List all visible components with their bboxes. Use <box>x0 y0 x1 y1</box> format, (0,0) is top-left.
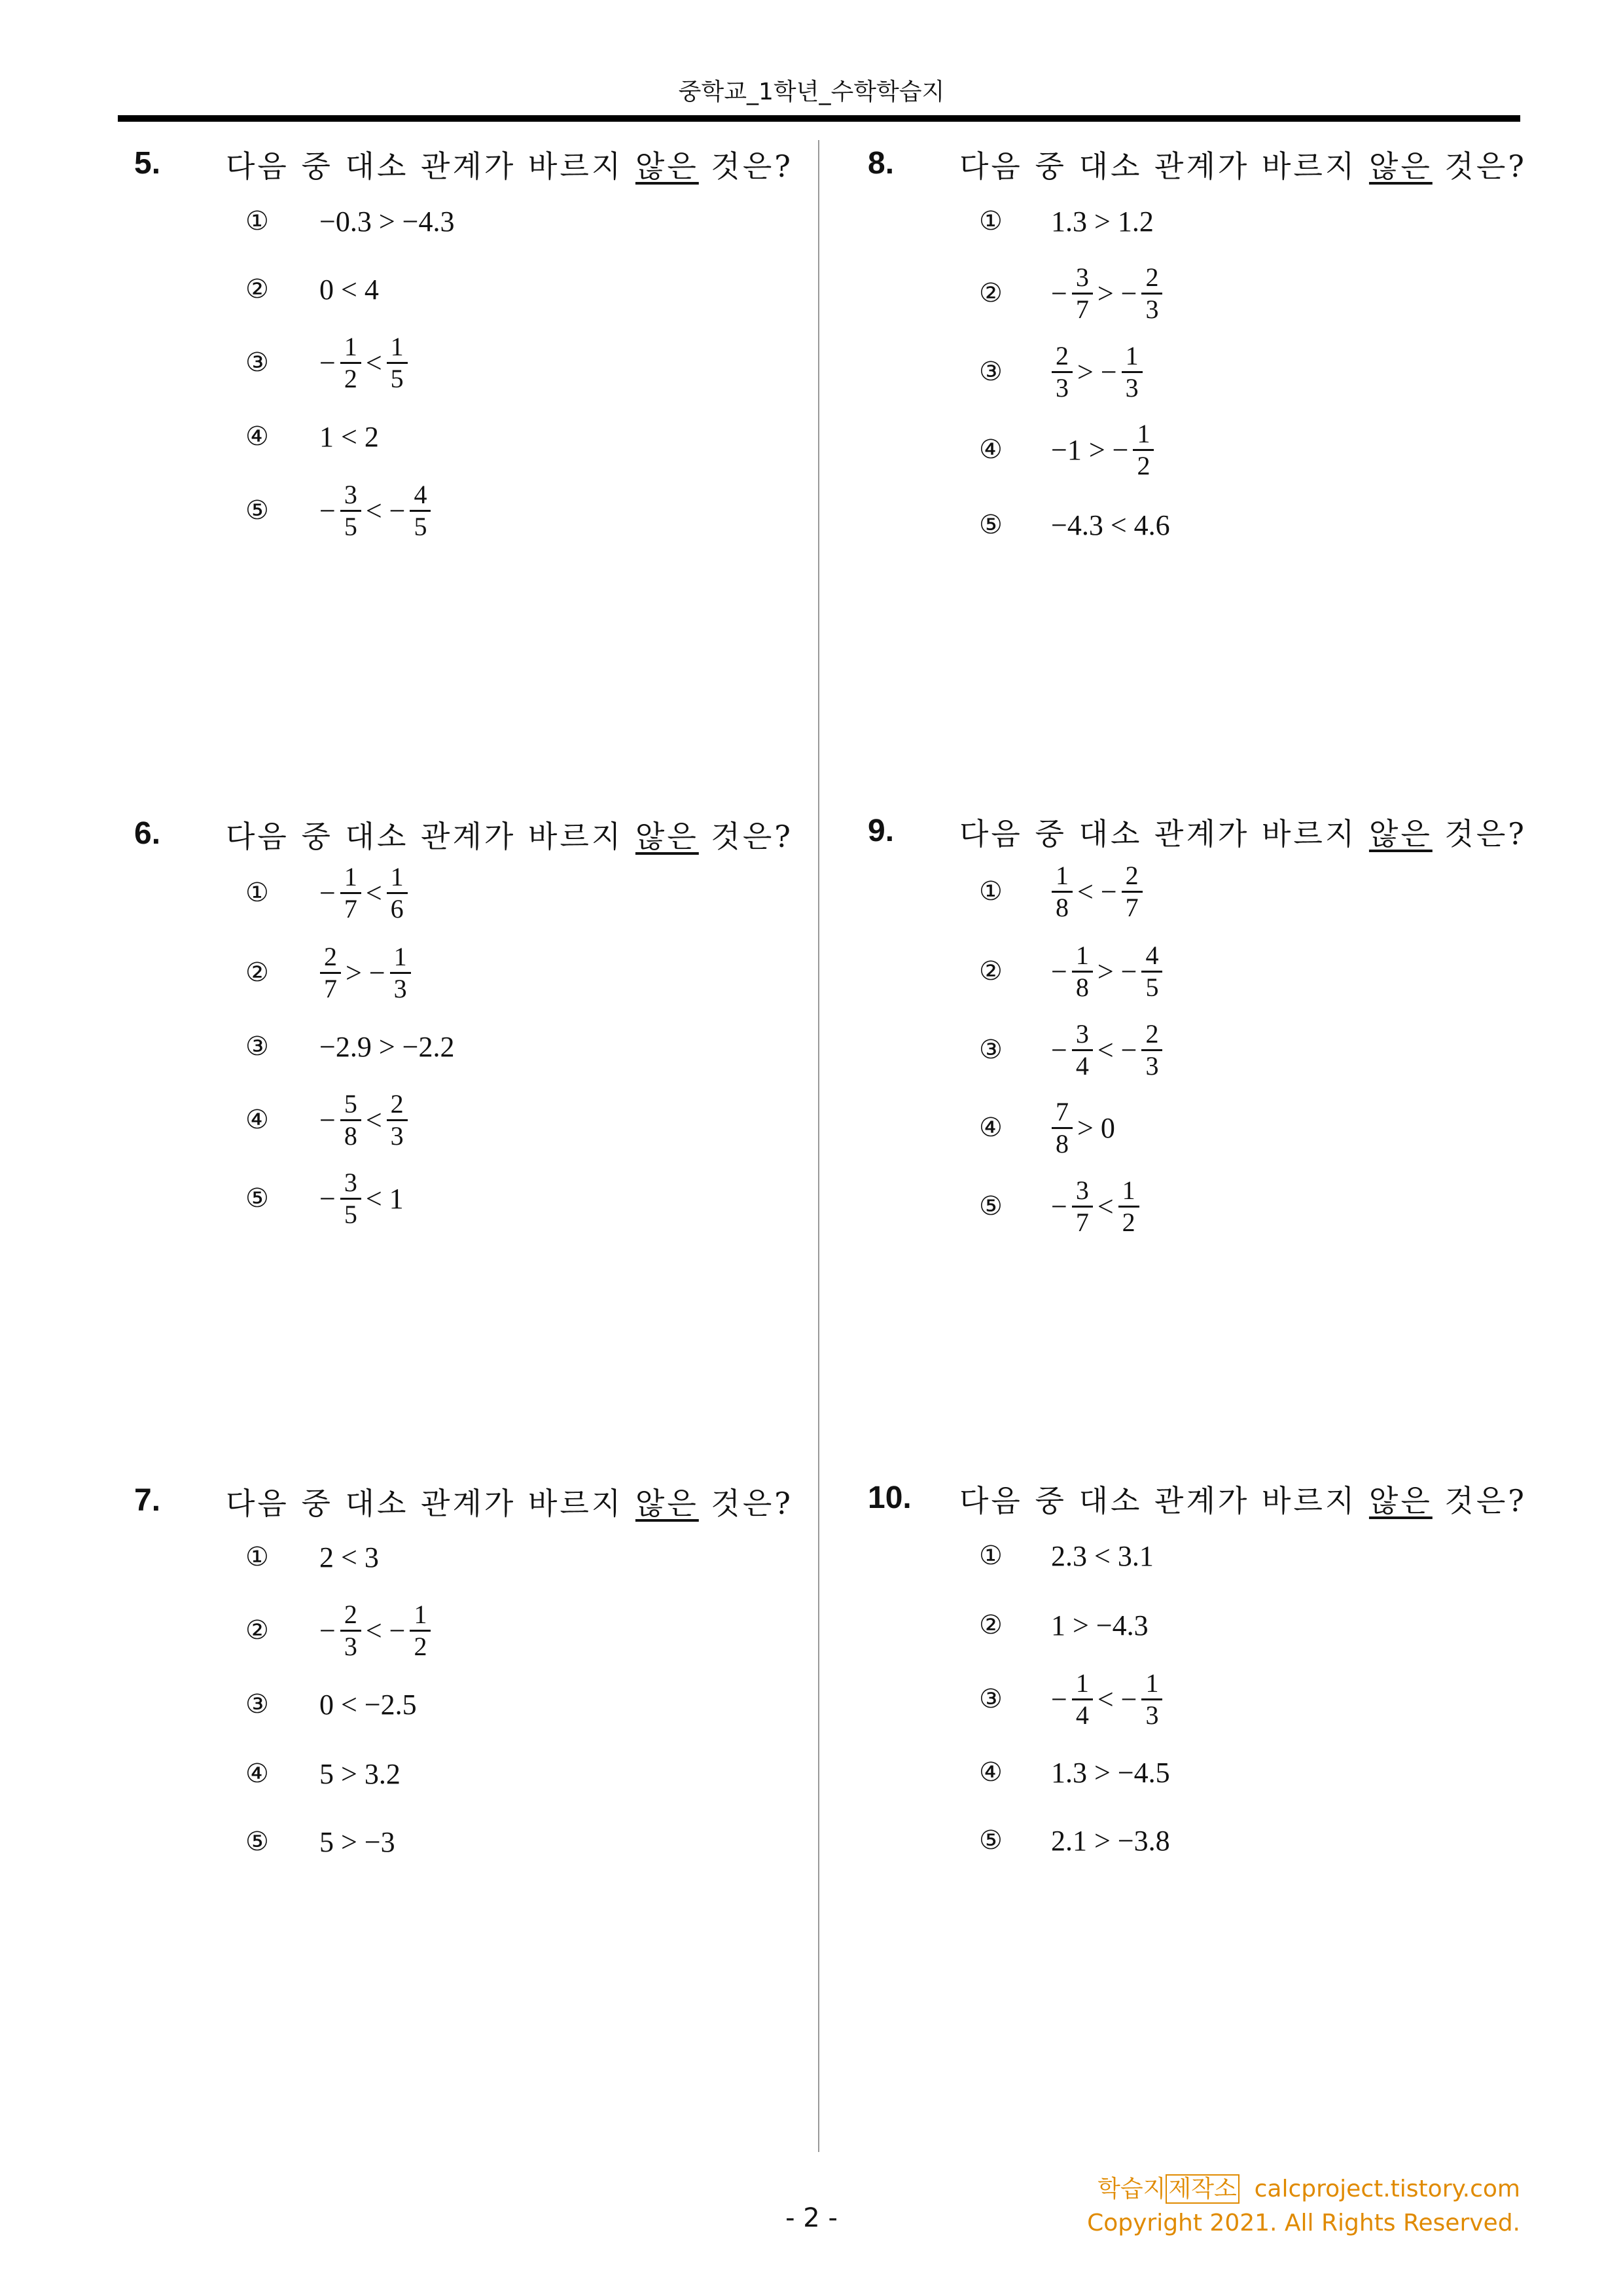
question-text-after: 것은? <box>1432 1483 1527 1518</box>
expression-token: > − <box>1077 355 1117 388</box>
answer-choice-5[interactable] <box>0 479 1170 571</box>
fraction-denominator: 7 <box>1125 892 1139 922</box>
choice-expression <box>1049 419 1156 481</box>
question-text-before: 다음 중 대소 관계가 바르지 <box>959 816 1369 852</box>
fraction-numerator: 1 <box>1072 941 1093 973</box>
fraction <box>1072 941 1093 1003</box>
fraction-denominator: 4 <box>1075 1050 1089 1081</box>
question-text-after: 것은? <box>1432 816 1527 852</box>
question-text-after: 것은? <box>1432 149 1527 184</box>
expression-token: 1 > −4.3 <box>1051 1609 1149 1641</box>
expression-token: > 0 <box>1077 1111 1115 1144</box>
expression-token: 5 > −3 <box>319 1825 395 1858</box>
fraction-denominator: 7 <box>324 973 337 1003</box>
expression-token: − <box>1051 1190 1067 1223</box>
answer-choice-5[interactable] <box>0 1160 1135 1252</box>
choice-expression <box>1049 1609 1150 1642</box>
choice-expression <box>1049 1175 1142 1238</box>
expression-token: − <box>319 1614 336 1647</box>
choice-expression <box>1049 509 1172 542</box>
fraction-numerator: 3 <box>1072 1175 1093 1208</box>
fraction <box>1072 1019 1093 1081</box>
fraction-denominator: 3 <box>1056 372 1069 403</box>
expression-token: < − <box>1097 1683 1137 1715</box>
fraction <box>1072 262 1093 325</box>
choice-marker[interactable]: ⑤ <box>245 1827 269 1857</box>
fraction-denominator: 5 <box>1145 972 1159 1002</box>
expression-token: > − <box>346 956 385 989</box>
choice-expression <box>1049 1539 1156 1573</box>
fraction-numerator: 2 <box>1052 341 1073 373</box>
answer-choice-2[interactable] <box>0 925 1159 1017</box>
fraction-denominator: 4 <box>1075 1700 1089 1730</box>
fraction-denominator: 3 <box>1125 372 1139 403</box>
fraction-numerator: 4 <box>410 480 431 512</box>
question-text-before: 다음 중 대소 관계가 바르지 <box>226 819 635 854</box>
choice-marker[interactable]: ③ <box>979 1035 1003 1065</box>
fraction-denominator: 8 <box>1056 1128 1069 1158</box>
answer-choice-4[interactable] <box>0 1082 1115 1174</box>
fraction-numerator: 7 <box>1052 1097 1073 1129</box>
fraction-numerator: 1 <box>410 1600 431 1632</box>
choice-expression <box>1049 1756 1172 1789</box>
question-text-underlined: 않은 <box>1368 816 1433 852</box>
question-text-underlined: 않은 <box>635 819 699 854</box>
expression-token: −1 > − <box>1051 433 1129 466</box>
expression-token: 1 < 2 <box>319 420 379 453</box>
fraction-numerator: 2 <box>1141 1019 1162 1051</box>
worksheet-header: 중학교_1학년_수학학습지 <box>678 79 945 105</box>
choice-expression <box>1049 1097 1117 1159</box>
answer-choice-2[interactable] <box>0 247 1159 339</box>
question-text-underlined: 않은 <box>1368 1483 1433 1518</box>
fraction-numerator: 5 <box>340 1089 361 1121</box>
question-text-underlined: 않은 <box>635 149 699 184</box>
expression-token: 2.1 > −3.8 <box>1051 1824 1170 1857</box>
expression-token: < − <box>365 494 406 527</box>
fraction-numerator: 2 <box>340 1600 361 1632</box>
expression-token: 0 < −2.5 <box>319 1688 417 1721</box>
fraction <box>1072 1175 1093 1238</box>
expression-token: < <box>1097 1190 1114 1223</box>
fraction-denominator: 6 <box>390 893 404 924</box>
fraction-denominator: 5 <box>414 511 427 541</box>
fraction-numerator: 1 <box>387 862 408 894</box>
fraction-denominator: 2 <box>1137 450 1150 480</box>
choice-expression <box>1049 341 1145 403</box>
expression-token: −2.9 > −2.2 <box>319 1030 455 1063</box>
choice-marker[interactable]: ⑤ <box>979 510 1003 540</box>
question-text <box>959 810 1527 853</box>
expression-token: −0.3 > −4.3 <box>319 205 455 238</box>
fraction <box>1118 1175 1139 1238</box>
fraction-denominator: 3 <box>393 973 407 1003</box>
fraction-denominator: 3 <box>390 1121 404 1151</box>
fraction <box>1072 1668 1093 1731</box>
choice-marker[interactable]: ④ <box>245 1759 269 1789</box>
fraction-denominator: 3 <box>344 1631 357 1661</box>
problem-number: 7. <box>134 1483 161 1518</box>
fraction <box>1122 341 1143 403</box>
choice-marker[interactable]: ① <box>979 206 1003 236</box>
choice-marker[interactable]: ③ <box>245 348 269 378</box>
fraction-numerator: 1 <box>387 332 408 364</box>
expression-token: < 1 <box>365 1182 404 1215</box>
footer-brand <box>1097 2170 1520 2204</box>
fraction <box>1133 419 1154 481</box>
fraction-denominator: 7 <box>344 893 357 924</box>
question-text <box>959 1477 1527 1520</box>
choice-marker[interactable]: ② <box>245 274 269 304</box>
choice-marker[interactable]: ① <box>245 878 269 908</box>
expression-token: < − <box>365 1614 406 1647</box>
question-text-before: 다음 중 대소 관계가 바르지 <box>226 1486 635 1521</box>
choice-marker[interactable]: ① <box>245 206 269 236</box>
choice-expression <box>1049 205 1156 238</box>
choice-marker[interactable]: ② <box>245 958 269 988</box>
fraction-denominator: 8 <box>1056 892 1069 922</box>
expression-token: − <box>319 346 336 379</box>
footer-brand-boxed: 제작소 <box>1166 2174 1239 2204</box>
choice-marker[interactable]: ⑤ <box>979 1191 1003 1221</box>
choice-expression <box>1049 1824 1172 1857</box>
fraction-numerator: 2 <box>1141 262 1162 295</box>
choice-marker[interactable]: ② <box>979 956 1003 986</box>
question-text-after: 것은? <box>698 1486 793 1521</box>
column-divider <box>818 140 819 2152</box>
question-text <box>959 143 1527 186</box>
fraction <box>1052 341 1073 403</box>
problem-number: 6. <box>134 816 161 851</box>
question-text-before: 다음 중 대소 관계가 바르지 <box>959 1483 1369 1518</box>
expression-token: − <box>319 876 336 909</box>
fraction-numerator: 3 <box>340 480 361 512</box>
choice-marker[interactable]: ① <box>979 876 1003 906</box>
answer-choice-5[interactable] <box>0 1795 1170 1886</box>
choice-expression <box>1049 861 1145 923</box>
expression-token: 2 < 3 <box>319 1541 379 1573</box>
choice-marker[interactable]: ④ <box>979 1113 1003 1143</box>
fraction-numerator: 3 <box>340 1168 361 1200</box>
fraction <box>1141 1668 1162 1731</box>
header-rule <box>118 115 1520 122</box>
choice-marker[interactable]: ③ <box>245 1689 269 1719</box>
fraction-denominator: 2 <box>414 1631 427 1661</box>
expression-token: − <box>319 1103 336 1136</box>
fraction-denominator: 3 <box>1145 1700 1159 1730</box>
expression-token: 1.3 > 1.2 <box>1051 205 1154 238</box>
fraction-denominator: 8 <box>1075 972 1089 1002</box>
expression-token: − <box>1051 955 1067 988</box>
expression-token: − <box>1051 1683 1067 1715</box>
fraction <box>1052 1097 1073 1159</box>
choice-marker[interactable]: ③ <box>979 357 1003 387</box>
choice-marker[interactable]: ④ <box>979 435 1003 465</box>
choice-expression <box>1049 262 1165 325</box>
fraction <box>1052 861 1073 923</box>
fraction-numerator: 3 <box>1072 1019 1093 1051</box>
choice-marker[interactable]: ② <box>245 1615 269 1645</box>
choice-marker[interactable]: ④ <box>979 1757 1003 1787</box>
fraction-denominator: 7 <box>1075 1207 1089 1237</box>
choice-marker[interactable]: ③ <box>245 1031 269 1062</box>
expression-token: 5 > 3.2 <box>319 1757 401 1790</box>
fraction <box>1141 262 1162 325</box>
fraction-numerator: 1 <box>1141 1668 1162 1700</box>
fraction-numerator: 3 <box>1072 262 1093 295</box>
question-text-after: 것은? <box>698 819 793 854</box>
problem-number: 5. <box>134 146 161 181</box>
choice-marker[interactable]: ② <box>979 1610 1003 1640</box>
expression-token: 2.3 < 3.1 <box>1051 1539 1154 1572</box>
expression-token: 1.3 > −4.5 <box>1051 1756 1170 1789</box>
fraction-denominator: 3 <box>1145 1050 1159 1081</box>
question-text-underlined: 않은 <box>635 1486 699 1521</box>
footer-url[interactable]: calcproject.tistory.com <box>1254 2176 1520 2202</box>
fraction <box>1141 1019 1162 1081</box>
fraction-numerator: 2 <box>387 1089 408 1121</box>
fraction-numerator: 4 <box>1141 941 1162 973</box>
expression-token: − <box>1051 277 1067 310</box>
expression-token: −4.3 < 4.6 <box>1051 509 1170 541</box>
problem-number: 8. <box>868 146 895 181</box>
expression-token: < − <box>1097 1033 1137 1066</box>
choice-expression <box>1049 1019 1165 1081</box>
fraction-denominator: 5 <box>344 511 357 541</box>
page-number: - 2 - <box>785 2203 838 2233</box>
problem-number: 9. <box>868 814 895 848</box>
choice-marker[interactable]: ② <box>979 278 1003 308</box>
expression-token: < <box>365 1103 382 1136</box>
expression-token: 0 < 4 <box>319 273 379 306</box>
fraction-numerator: 1 <box>340 332 361 364</box>
fraction <box>1141 941 1162 1003</box>
fraction-numerator: 2 <box>1122 861 1143 893</box>
expression-token: − <box>1051 1033 1067 1066</box>
choice-marker[interactable]: ④ <box>245 422 269 452</box>
fraction-denominator: 5 <box>390 363 404 393</box>
question-text-underlined: 않은 <box>1368 149 1433 184</box>
choice-marker[interactable]: ③ <box>979 1684 1003 1714</box>
fraction-numerator: 1 <box>1072 1668 1093 1700</box>
question-text-before: 다음 중 대소 관계가 바르지 <box>959 149 1369 184</box>
expression-token: < − <box>1077 875 1117 908</box>
choice-marker[interactable]: ⑤ <box>979 1825 1003 1856</box>
expression-token: − <box>319 494 336 527</box>
expression-token: − <box>319 1182 336 1215</box>
choice-marker[interactable]: ⑤ <box>245 1183 269 1213</box>
footer-copyright: Copyright 2021. All Rights Reserved. <box>1087 2210 1520 2236</box>
fraction-numerator: 1 <box>1052 861 1073 893</box>
fraction-denominator: 8 <box>344 1121 357 1151</box>
question-text-after: 것은? <box>698 149 793 184</box>
choice-expression <box>1049 1668 1165 1731</box>
answer-choice-1[interactable] <box>0 846 1139 937</box>
choice-expression <box>1049 941 1165 1003</box>
question-text-before: 다음 중 대소 관계가 바르지 <box>226 149 635 184</box>
choice-marker[interactable]: ① <box>979 1541 1003 1571</box>
fraction-numerator: 1 <box>390 942 411 974</box>
problem-number: 10. <box>868 1480 912 1515</box>
expression-token: < <box>365 346 382 379</box>
fraction-numerator: 1 <box>1133 419 1154 451</box>
expression-token: > − <box>1097 277 1137 310</box>
fraction-numerator: 1 <box>1118 1175 1139 1208</box>
fraction-denominator: 3 <box>1145 294 1159 324</box>
fraction-denominator: 2 <box>1122 1207 1135 1237</box>
fraction-numerator: 2 <box>320 942 341 974</box>
fraction <box>1122 861 1143 923</box>
footer-brand-prefix: 학습지 <box>1097 2176 1166 2202</box>
fraction-numerator: 1 <box>1122 341 1143 373</box>
fraction-numerator: 1 <box>340 862 361 894</box>
choice-marker[interactable]: ④ <box>245 1105 269 1135</box>
fraction-denominator: 7 <box>1075 294 1089 324</box>
choice-marker[interactable]: ⑤ <box>245 495 269 526</box>
fraction-denominator: 5 <box>344 1199 357 1229</box>
expression-token: > − <box>1097 955 1137 988</box>
choice-marker[interactable]: ① <box>245 1542 269 1572</box>
expression-token: < <box>365 876 382 909</box>
fraction-denominator: 2 <box>344 363 357 393</box>
